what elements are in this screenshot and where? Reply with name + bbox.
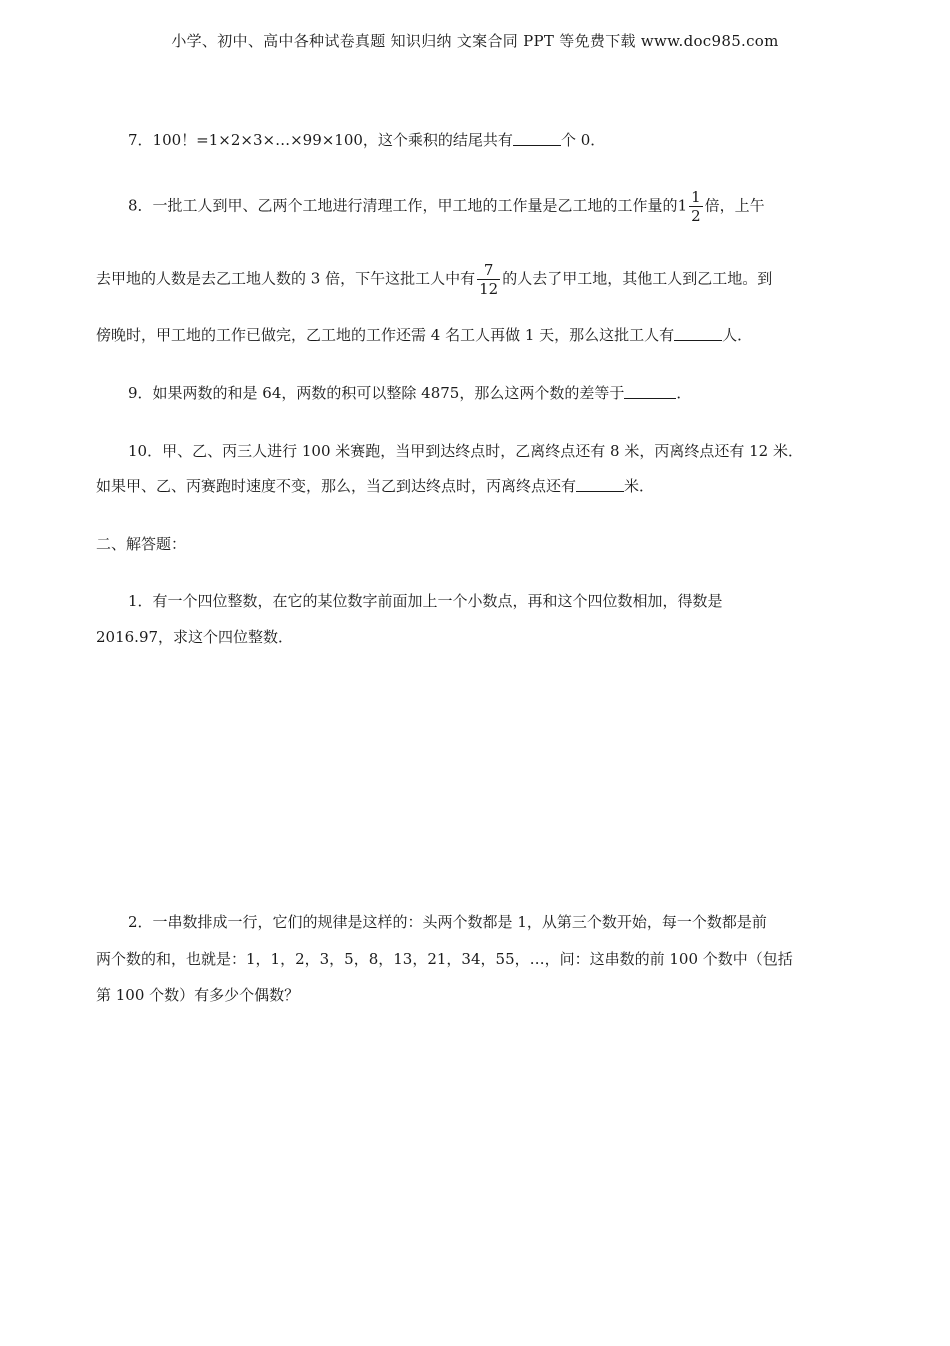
problem-2-line-2: 两个数的和，也就是：1，1，2，3，5，8，13，21，34，55，…，问：这串数的前 100 个数中（包括 [96,950,793,968]
answer-blank-7[interactable] [513,131,561,146]
answer-blank-10[interactable] [576,477,624,492]
question-7-tail: 个 0． [560,131,606,149]
fraction-7-12 [477,261,500,298]
question-7 [128,130,605,150]
fraction-numerator: 7 [477,261,500,280]
problem-1-line-1: 1．有一个四位整数，在它的某位数字前面加上一个小数点，再和这个四位数相加，得数是 [128,592,723,610]
question-9-tail: ． [676,384,692,402]
problem-1-line-2: 2016.97，求这个四位整数． [96,628,294,646]
problem-2-line-3: 第 100 个数）有多少个偶数？ [96,986,300,1004]
page-header: 小学、初中、高中各种试卷真题 知识归纳 文案合同 PPT 等免费下载 www.doc985.com [171,32,779,50]
question-8-text-2-tail: 的人去了甲工地，其他工人到乙工地。到 [502,269,773,288]
mixed-number-whole: 1 [677,196,688,215]
mixed-number-fraction [689,188,703,225]
question-10-line-2 [96,476,654,496]
fraction-denominator: 2 [691,207,701,225]
question-8-text-2: 去甲地的人数是去乙工地人数的 3 倍，下午这批工人中有 [96,269,476,288]
answer-blank-8[interactable] [674,326,722,341]
fraction-numerator: 1 [691,188,701,206]
question-9 [128,383,691,403]
question-10-text-2-tail: 米． [624,477,655,495]
question-10-text-2: 如果甲、乙、丙赛跑时速度不变，那么，当乙到达终点时，丙离终点还有 [96,477,577,495]
question-8-text-1: 8．一批工人到甲、乙两个工地进行清理工作，甲工地的工作量是乙工地的工作量的 [128,196,678,215]
question-8-line-1 [128,188,765,225]
problem-2-line-1: 2．一串数排成一行，它们的规律是这样的：头两个数都是 1，从第三个数开始，每一个数都是前 [128,913,767,931]
answer-blank-9[interactable] [624,384,676,399]
fraction-denominator: 12 [479,280,499,298]
question-8-line-2 [96,261,772,298]
question-9-text: 9．如果两数的和是 64，两数的积可以整除 4875，那么这两个数的差等于 [128,384,625,402]
question-10-line-1: 10．甲、乙、丙三人进行 100 米赛跑，当甲到达终点时，乙离终点还有 8 米，丙离终点还有 12 米． [128,442,803,460]
question-8-line-3 [96,325,752,345]
question-8-text-1-tail: 倍，上午 [704,196,765,215]
question-7-text: 7．100！=1×2×3×…×99×100，这个乘积的结尾共有 [128,131,513,149]
question-8-text-3: 傍晚时，甲工地的工作已做完，乙工地的工作还需 4 名工人再做 1 天，那么这批工人有 [96,326,675,344]
section-title-answers: 二、解答题： [96,535,187,553]
question-8-text-3-tail: 人． [722,326,753,344]
